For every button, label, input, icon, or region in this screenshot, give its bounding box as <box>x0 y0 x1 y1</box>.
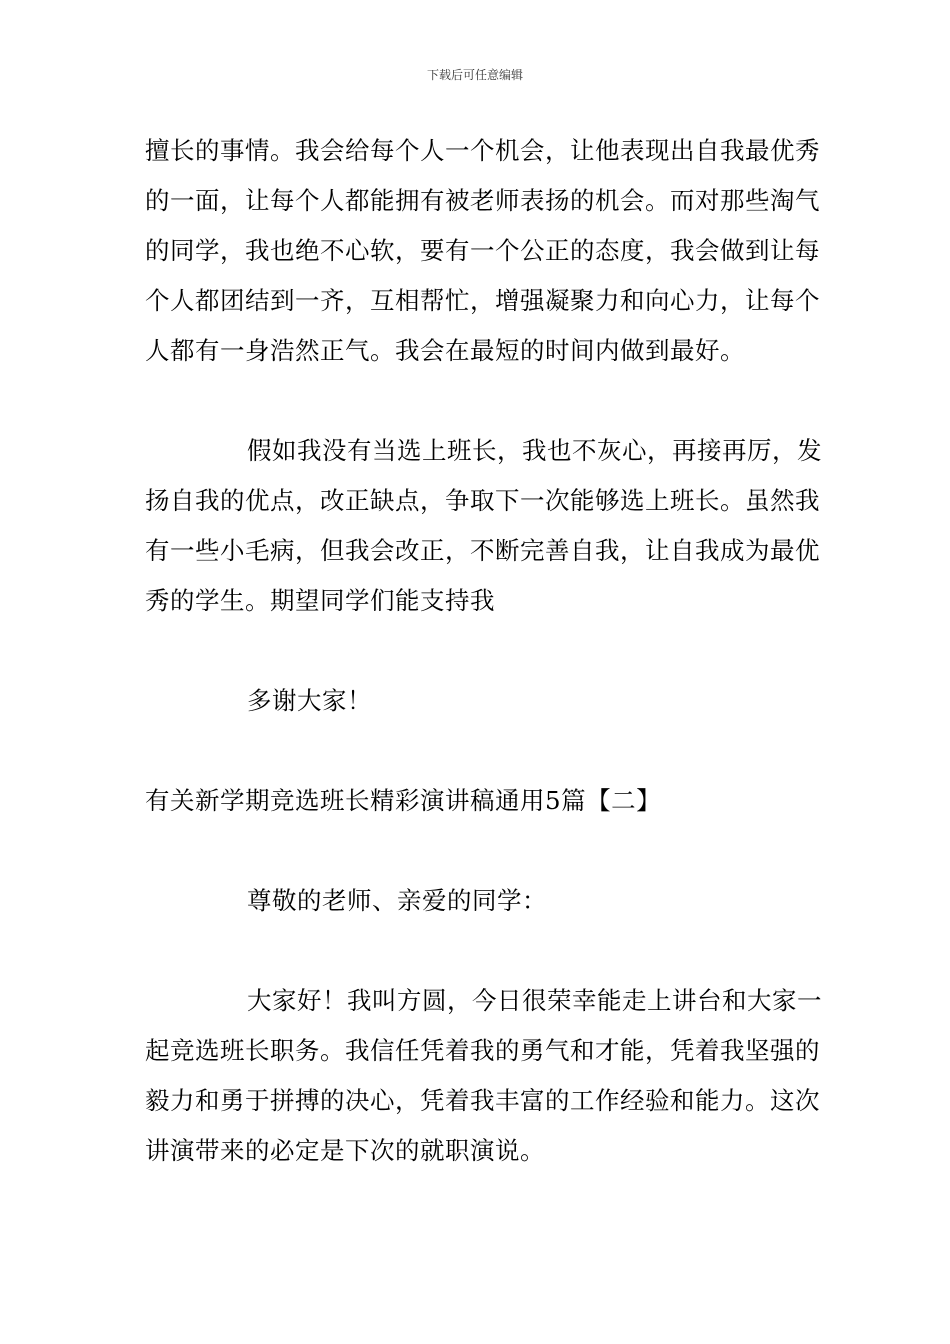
paragraph-thanks: 多谢大家！ <box>247 686 372 715</box>
paragraph-2: 假如我没有当选上班长，我也不灰心，再接再厉，发扬自我的优点，改正缺点，争取下一次能够选上班长。虽然我有一些小毛病，但我会改正，不断完善自我，让自我成为最优秀的学生。期望同学们能支持我 <box>145 436 822 615</box>
section-heading: 有关新学期竞选班长精彩演讲稿通用5篇【二】 <box>145 786 662 815</box>
paragraph-3: 大家好！我叫方圆，今日很荣幸能走上讲台和大家一起竞选班长职务。我信任凭着我的勇气和才能，凭着我坚强的毅力和勇于拼搏的决心，凭着我丰富的工作经验和能力。这次讲演带来的必定是下次的就职演说。 <box>145 986 822 1165</box>
paragraph-1: 擅长的事情。我会给每个人一个机会，让他表现出自我最优秀的一面，让每个人都能拥有被老师表扬的机会。而对那些淘气的同学，我也绝不心软，要有一个公正的态度，我会做到让每个人都团结到一齐，互相帮忙，增强凝聚力和向心力，让每个人都有一身浩然正气。我会在最短的时间内做到最好。 <box>145 136 820 365</box>
document-body <box>145 126 825 1176</box>
page-header: 下载后可任意编辑 <box>426 68 523 82</box>
paragraph-salutation: 尊敬的老师、亲爱的同学： <box>247 886 547 915</box>
